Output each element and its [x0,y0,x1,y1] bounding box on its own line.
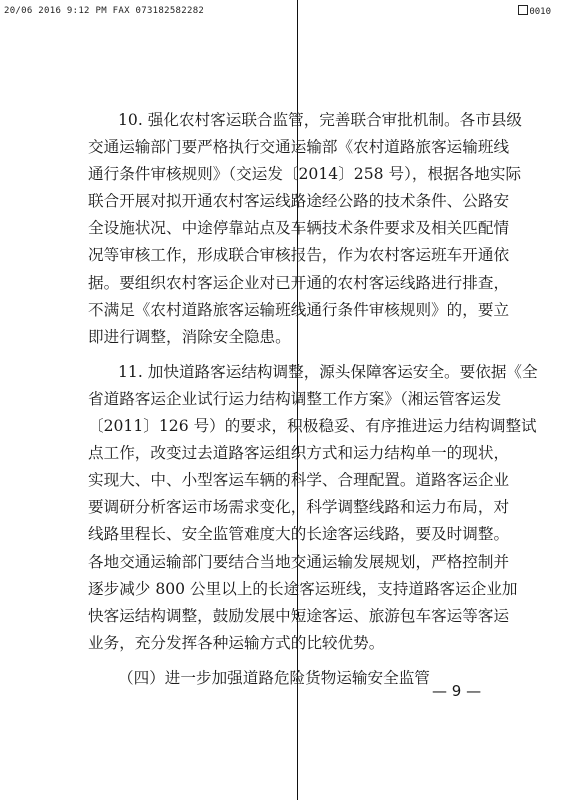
text-line: 交通运输部门要严格执行交通运输部《农村道路旅客运输班线 [88,138,510,157]
fax-page-icon [518,5,528,15]
text-line: 11. 加快道路客运结构调整，源头保障客运安全。要依据《全 [118,362,538,381]
text-line: 业务，充分发挥各种运输方式的比较优势。 [88,633,385,652]
text-line: 不满足《农村道路旅客运输班线通行条件审核规则》的，要立 [88,300,510,319]
text-line: 线路里程长、安全监管难度大的长途客运线路，要及时调整。 [88,525,510,544]
text-line: 逐步减少 800 公里以上的长途客运班线，支持道路客运企业加 [88,579,518,598]
text-line: 要调研分析客运市场需求变化，科学调整线路和运力布局，对 [88,498,510,517]
text-line: 10. 强化农村客运联合监管，完善联合审批机制。各市县级 [118,111,523,129]
text-line: 各地交通运输部门要结合当地交通运输发展规划，严格控制并 [88,552,510,571]
document-body [88,107,538,692]
text-line: 据。要组织农村客运企业对已开通的农村客运线路进行排查， [88,273,510,292]
text-line: 即进行调整，消除安全隐患。 [88,327,291,346]
fax-page-indicator [518,5,551,17]
section-heading-text: （四）进一步加强道路危险货物运输安全监管 [118,668,430,687]
text-line: 联合开展对拟开通农村客运线路途经公路的技术条件、公路安 [88,192,510,211]
text-line: 省道路客运企业试行运力结构调整工作方案》（湘运管客运发 [88,389,502,408]
text-line: 况等审核工作，形成联合审核报告，作为农村客运班车开通依 [88,246,510,265]
page-number: — 9 — [432,682,482,700]
fax-page-number: 0010 [529,7,551,17]
text-line: 实现大、中、小型客运车辆的科学、合理配置。道路客运企业 [88,471,510,490]
fax-header: 20/06 2016 9:12 PM FAX 073182582282 [4,6,205,16]
paragraph-11 [88,359,538,657]
text-line: 全设施状况、中途停靠站点及车辆技术条件要求及相关匹配情 [88,219,510,238]
text-line: 点工作，改变过去道路客运组织方式和运力结构单一的现状， [88,444,510,463]
text-line: 快客运结构调整，鼓励发展中短途客运、旅游包车客运等客运 [88,606,510,625]
text-line: 通行条件审核规则》（交运发〔2014〕258 号），根据各地实际 [88,165,522,184]
text-line: 〔2011〕126 号）的要求，积极稳妥、有序推进运力结构调整试 [88,417,537,436]
paragraph-10 [88,107,523,351]
